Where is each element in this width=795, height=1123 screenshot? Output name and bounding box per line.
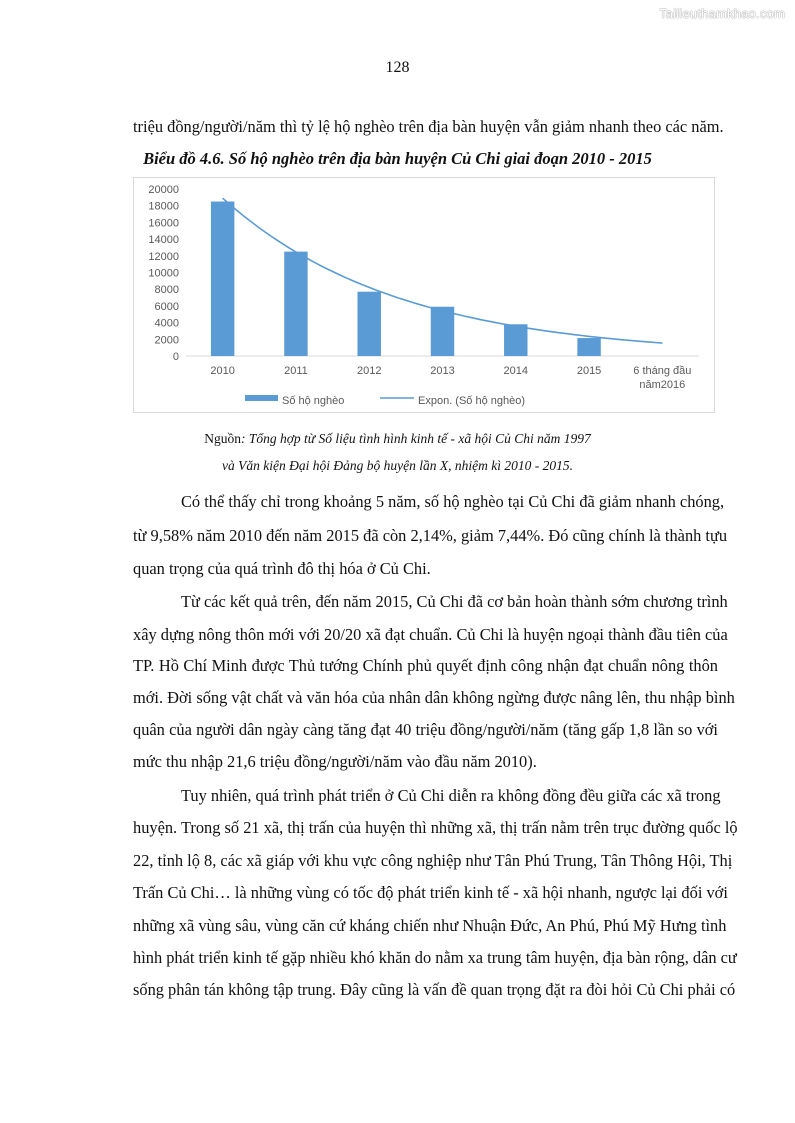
source-label: Nguồn (204, 431, 241, 446)
paragraph-3-line-6: hình phát triển kinh tế gặp nhiều khó khăn do nằm xa trung tâm huyện, địa bàn rộng, dân cư (133, 948, 737, 967)
y-tick-label: 0 (172, 351, 179, 363)
watermark-text: Tailieuthamkhao.com (659, 6, 785, 21)
chart-container (133, 177, 715, 413)
source-line-1 (0, 431, 795, 447)
paragraph-1-line-3: quan trọng của quá trình đô thị hóa ở Củ Chi. (133, 559, 431, 578)
paragraph-1-line-1: Có thể thấy chỉ trong khoảng 5 năm, số hộ nghèo tại Củ Chi đã giảm nhanh chóng, (181, 492, 725, 511)
y-tick-label: 6000 (154, 300, 179, 313)
paragraph-2-line-1: Từ các kết quả trên, đến năm 2015, Củ Chi đã cơ bản hoàn thành sớm chương trình (181, 592, 728, 611)
legend-line-label: Expon. (Số hộ nghèo) (418, 395, 526, 407)
x-tick-label: 2014 (503, 365, 529, 377)
bar-2013 (431, 307, 454, 356)
y-tick-label: 10000 (148, 267, 179, 280)
paragraph-3-line-4: Trấn Củ Chi… là những vùng có tốc độ phát triển kinh tế - xã hội nhanh, ngược lại đối với (133, 883, 728, 902)
source-line-2: và Văn kiện Đại hội Đảng bộ huyện lần X, nhiệm kì 2010 - 2015. (222, 458, 573, 473)
bar-2012 (357, 292, 380, 356)
legend-bar-label: Số hộ nghèo (282, 395, 345, 407)
paragraph-2-line-4: mới. Đời sống vật chất và văn hóa của nhân dân không ngừng được nâng lên, thu nhập bình (133, 688, 735, 707)
y-tick-label: 16000 (148, 217, 179, 230)
page-number: 128 (385, 59, 410, 76)
y-tick-label: 2000 (154, 334, 179, 347)
x-tick-label: 2013 (430, 365, 455, 377)
intro-line: triệu đồng/người/năm thì tỷ lệ hộ nghèo trên địa bàn huyện vẫn giảm nhanh theo các năm. (133, 117, 724, 136)
paragraph-2-line-3: TP. Hồ Chí Minh được Thủ tướng Chính phủ quyết định công nhận đạt chuẩn nông thôn (133, 656, 718, 675)
y-tick-label: 12000 (148, 250, 179, 263)
x-tick-label: 2015 (576, 365, 602, 377)
x-tick-label: 2011 (284, 365, 308, 377)
x-tick-label: 6 tháng đầu (633, 365, 692, 377)
paragraph-2-line-2: xây dựng nông thôn mới với 20/20 xã đạt chuẩn. Củ Chi là huyện ngoại thành đầu tiên của (133, 625, 728, 644)
paragraph-1-line-2: từ 9,58% năm 2010 đến năm 2015 đã còn 2,14%, giảm 7,44%. Đó cũng chính là thành tựu (133, 526, 728, 545)
paragraph-2-line-5: quân của người dân ngày càng tăng đạt 40 triệu đồng/người/năm (tăng gấp 1,8 lần so với (133, 720, 718, 739)
y-tick-label: 20000 (148, 184, 179, 196)
y-tick-label: 18000 (148, 200, 179, 213)
source-detail: : Tổng hợp từ Số liệu tình hình kinh tế - xã hội Củ Chi năm 1997 (240, 431, 591, 446)
bar-2014 (504, 324, 527, 356)
y-tick-label: 8000 (154, 284, 179, 297)
y-tick-label: 14000 (148, 234, 179, 247)
legend-bar-swatch (245, 395, 278, 401)
bar-2010 (211, 202, 234, 356)
poverty-households-chart (134, 178, 714, 412)
bar-2011 (284, 252, 307, 356)
y-tick-label: 4000 (154, 317, 179, 330)
bar-2015 (577, 338, 600, 356)
paragraph-2-line-6: mức thu nhập 21,6 triệu đồng/người/năm vào đầu năm 2010). (133, 752, 537, 771)
x-tick-label: 2012 (356, 365, 382, 377)
paragraph-3-line-7: sống phân tán không tập trung. Đây cũng là vấn đề quan trọng đặt ra đòi hỏi Củ Chi phải có (133, 980, 736, 999)
paragraph-3-line-1: Tuy nhiên, quá trình phát triển ở Củ Chi diễn ra không đồng đều giữa các xã trong (181, 786, 721, 805)
x-tick-label: 2010 (210, 365, 235, 377)
paragraph-3-line-2: huyện. Trong số 21 xã, thị trấn của huyện thì những xã, thị trấn nằm trên trục đường quốc lộ (133, 818, 738, 837)
paragraph-3-line-5: những xã vùng sâu, vùng căn cứ kháng chiến như Nhuận Đức, An Phú, Phú Mỹ Hưng tình (133, 916, 727, 935)
paragraph-3-line-3: 22, tỉnh lộ 8, các xã giáp với khu vực công nghiệp như Tân Phú Trung, Tân Thông Hội, Thị (133, 851, 733, 870)
x-tick-label: năm2016 (639, 379, 686, 391)
chart-title: Biểu đồ 4.6. Số hộ nghèo trên địa bàn huyện Củ Chi giai đoạn 2010 - 2015 (143, 149, 652, 168)
